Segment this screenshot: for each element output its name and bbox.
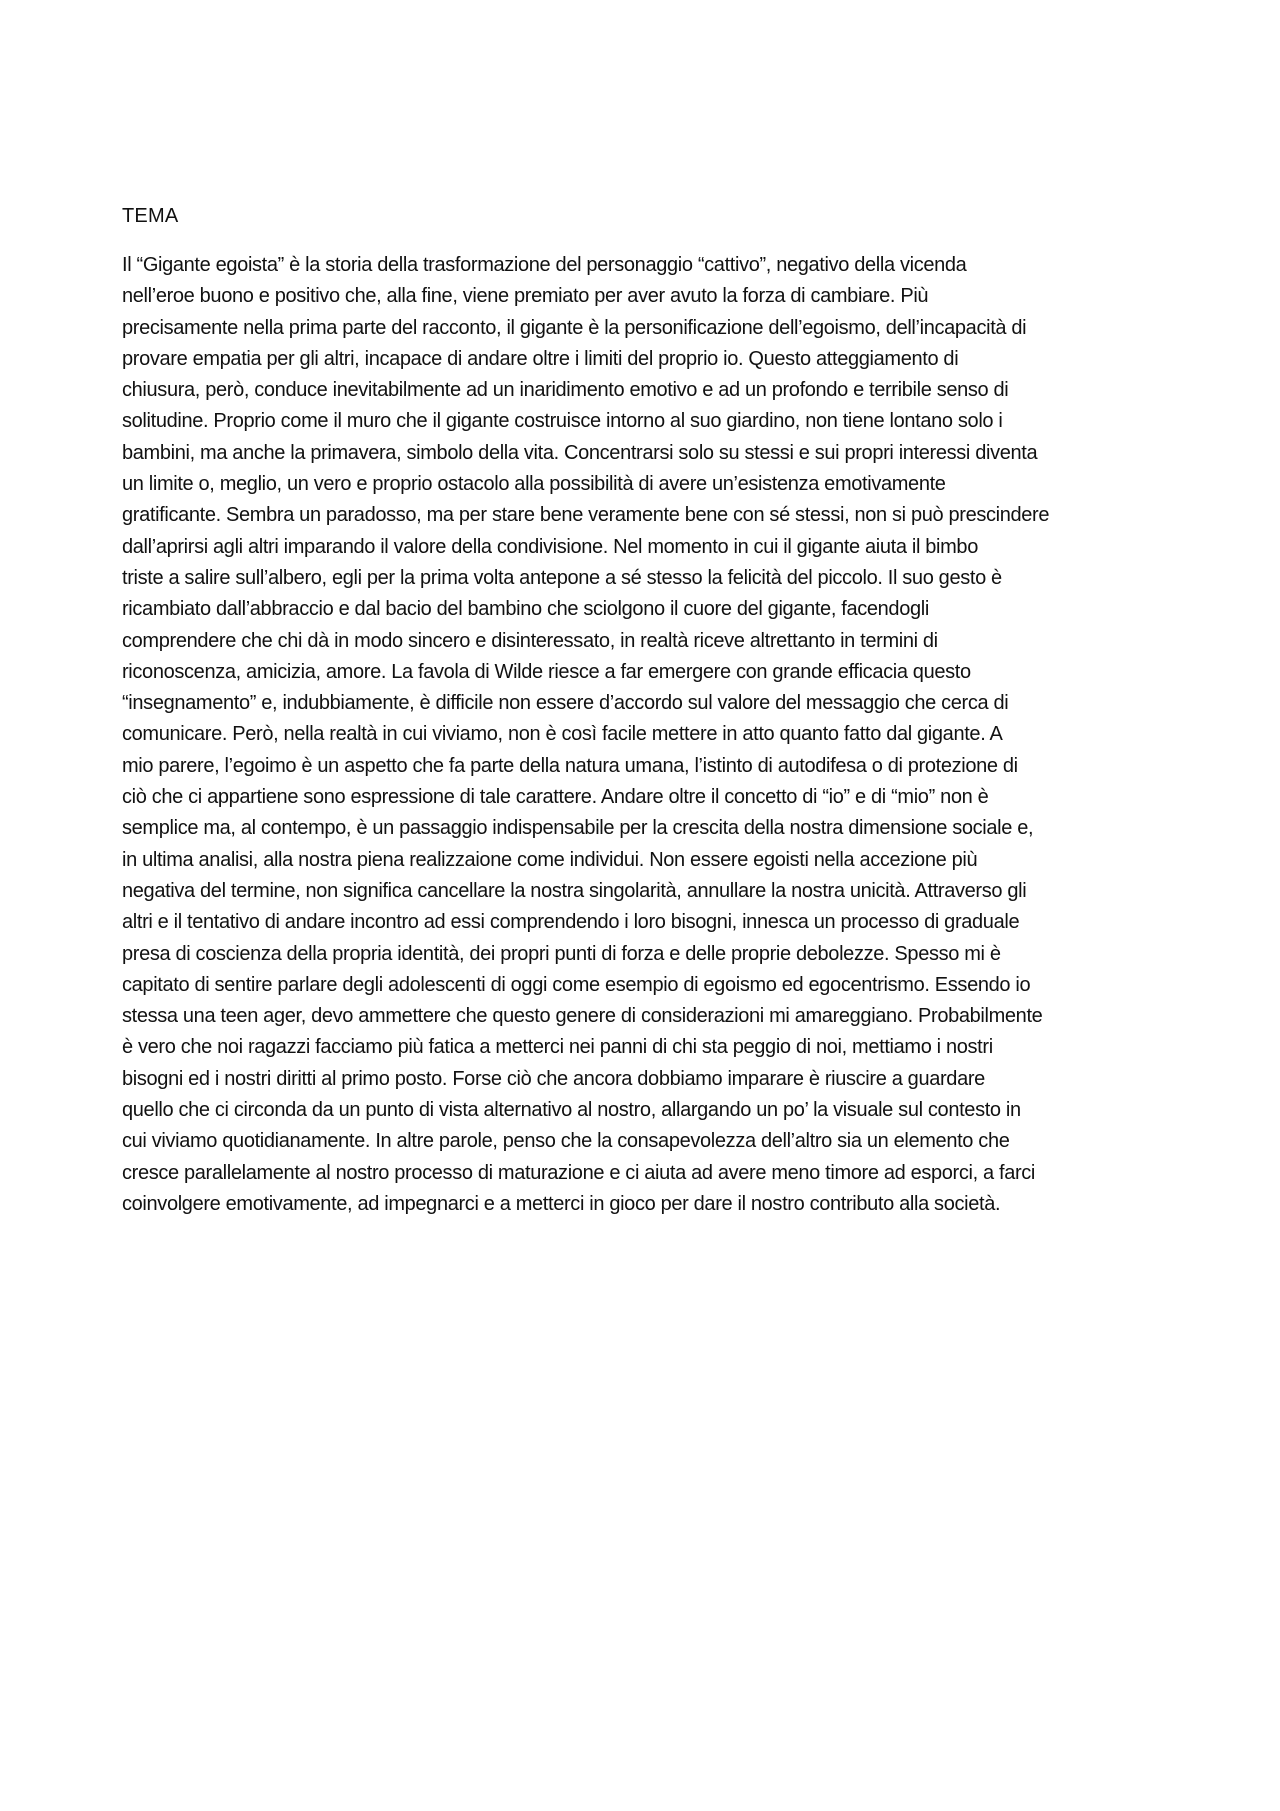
body-text-line: Il “Gigante egoista” è la storia della trasformazione del personaggio “cattivo”, negativo della vicenda <box>122 254 967 276</box>
body-text-line: capitato di sentire parlare degli adolescenti di oggi come esempio di egoismo ed egocentrismo. Essendo io <box>122 973 1031 996</box>
body-text-line: “insegnamento” e, indubbiamente, è difficile non essere d’accordo sul valore del messaggio che cerca di <box>122 692 1009 715</box>
body-text-line: è vero che noi ragazzi facciamo più fatica a metterci nei panni di chi sta peggio di noi, mettiamo i nostri <box>122 1036 993 1059</box>
document-title: TEMA <box>122 205 179 227</box>
body-text-line: ciò che ci appartiene sono espressione di tale carattere. Andare oltre il concetto di “io” e di “mio” non è <box>122 786 989 809</box>
body-text-line: bambini, ma anche la primavera, simbolo della vita. Concentrarsi solo su stessi e sui propri interessi diventa <box>122 441 1038 464</box>
body-text-line: riconoscenza, amicizia, amore. La favola di Wilde riesce a far emergere con grande efficacia questo <box>122 660 971 683</box>
body-text-line: presa di coscienza della propria identità, dei propri punti di forza e delle proprie debolezze. Spesso mi è <box>122 942 1001 965</box>
body-text-line: comunicare. Però, nella realtà in cui viviamo, non è così facile mettere in atto quanto fatto dal gigante. A <box>122 723 1003 746</box>
body-text-line: cresce parallelamente al nostro processo di maturazione e ci aiuta ad avere meno timore ad esporci, a farci <box>122 1161 1036 1184</box>
body-text-line: precisamente nella prima parte del racconto, il gigante è la personificazione dell’egoismo, dell’incapacità di <box>122 316 1027 339</box>
body-text-line: negativa del termine, non significa cancellare la nostra singolarità, annullare la nostra unicità. Attraverso gli <box>122 879 1027 902</box>
body-text-line: gratificante. Sembra un paradosso, ma per stare bene veramente bene con sé stessi, non si può prescindere <box>122 504 1050 527</box>
body-text-line: in ultima analisi, alla nostra piena realizzaione come individui. Non essere egoisti nella accezione più <box>122 848 978 871</box>
body-text-line: mio parere, l’egoimo è un aspetto che fa parte della natura umana, l’istinto di autodifesa o di protezione di <box>122 754 1018 777</box>
body-text-line: comprendere che chi dà in modo sincero e disinteressato, in realtà riceve altrettanto in termini di <box>122 629 938 652</box>
body-text-line: nell’eroe buono e positivo che, alla fine, viene premiato per aver avuto la forza di cambiare. Più <box>122 285 929 308</box>
body-text-line: bisogni ed i nostri diritti al primo posto. Forse ciò che ancora dobbiamo imparare è riuscire a guardare <box>122 1067 985 1090</box>
body-text-line: cui viviamo quotidianamente. In altre parole, penso che la consapevolezza dell’altro sia un elemento che <box>122 1130 1010 1153</box>
body-text-line: solitudine. Proprio come il muro che il gigante costruisce intorno al suo giardino, non tiene lontano solo i <box>122 410 1003 433</box>
body-text-line: ricambiato dall’abbraccio e dal bacio del bambino che sciolgono il cuore del gigante, facendogli <box>122 598 929 621</box>
body-text-line: semplice ma, al contempo, è un passaggio indispensabile per la crescita della nostra dimensione sociale e, <box>122 817 1034 840</box>
body-text-line: altri e il tentativo di andare incontro ad essi comprendendo i loro bisogni, innesca un processo di graduale <box>122 911 1020 934</box>
body-text-line: coinvolgere emotivamente, ad impegnarci e a metterci in gioco per dare il nostro contributo alla società. <box>122 1192 1001 1215</box>
body-text-line: stessa una teen ager, devo ammettere che questo genere di considerazioni mi amareggiano. Probabilmente <box>122 1005 1043 1028</box>
body-text-line: chiusura, però, conduce inevitabilmente ad un inaridimento emotivo e ad un profondo e terribile senso di <box>122 379 1009 402</box>
body-text-line: quello che ci circonda da un punto di vista alternativo al nostro, allargando un po’ la visuale sul contesto in <box>122 1099 1021 1122</box>
document-body <box>122 250 1162 1220</box>
body-text-line: un limite o, meglio, un vero e proprio ostacolo alla possibilità di avere un’esistenza emotivamente <box>122 473 946 496</box>
body-text-line: triste a salire sull’albero, egli per la prima volta antepone a sé stesso la felicità del piccolo. Il suo gesto è <box>122 566 1002 589</box>
body-text-line: provare empatia per gli altri, incapace di andare oltre i limiti del proprio io. Questo atteggiamento di <box>122 347 959 370</box>
body-text-line: dall’aprirsi agli altri imparando il valore della condivisione. Nel momento in cui il gigante aiuta il bimbo <box>122 535 978 558</box>
